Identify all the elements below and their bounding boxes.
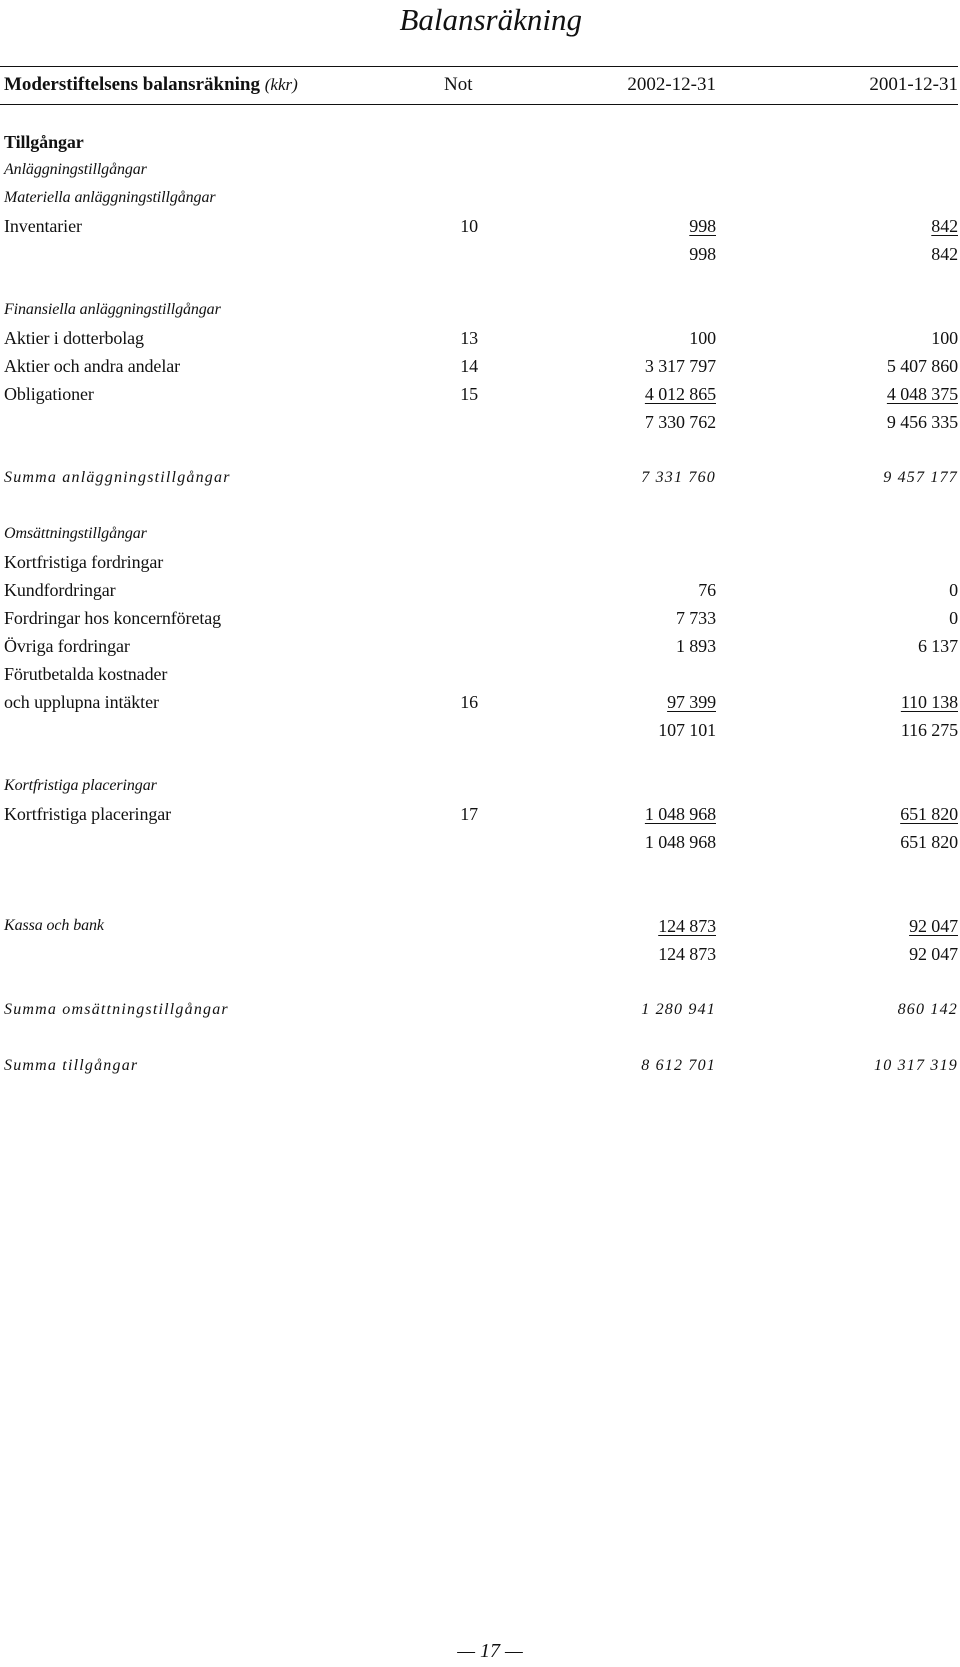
row-label: Summa tillgångar	[4, 1057, 139, 1074]
row-value-2001: 651 820	[900, 804, 958, 824]
spacer	[0, 856, 958, 884]
table-row	[0, 660, 958, 688]
page-title: Balansräkning	[399, 2, 582, 37]
table-row	[0, 352, 958, 380]
row-note: 17	[460, 804, 478, 824]
header-col-2001: 2001-12-31	[869, 74, 958, 95]
row-value-2002: 7 330 762	[644, 412, 716, 432]
row-value-2002: 100	[689, 328, 716, 348]
page-number: — 17 —	[457, 1640, 523, 1662]
table-row	[0, 184, 958, 212]
table-row	[0, 408, 958, 436]
row-label: Obligationer	[4, 384, 94, 404]
row-value-2002: 998	[689, 244, 716, 264]
row-value-2002: 124 873	[658, 916, 716, 936]
row-label: Finansiella anläggningstillgångar	[4, 301, 221, 318]
table-row	[0, 772, 958, 800]
spacer	[0, 268, 958, 296]
row-label: Summa anläggningstillgångar	[4, 469, 231, 486]
row-note: 13	[460, 328, 478, 348]
row-label: Kortfristiga fordringar	[4, 552, 164, 572]
row-value-2001: 0	[949, 608, 958, 628]
table-header	[0, 74, 958, 104]
table-row	[0, 240, 958, 268]
row-value-2001: 842	[931, 216, 958, 236]
spacer	[0, 884, 958, 912]
row-value-2002: 1 893	[675, 636, 716, 656]
spacer	[0, 492, 958, 520]
row-value-2002: 7 331 760	[641, 469, 716, 486]
header-label-text: Moderstiftelsens balansräkning	[4, 74, 260, 95]
table-row	[0, 716, 958, 744]
row-note: 14	[460, 356, 478, 376]
table-row	[0, 128, 958, 156]
table-row	[0, 912, 958, 940]
row-label: Kortfristiga placeringar	[4, 804, 172, 824]
row-value-2002: 4 012 865	[644, 384, 716, 404]
row-value-2001: 116 275	[900, 720, 958, 740]
row-label: Förutbetalda kostnader	[4, 664, 168, 684]
row-value-2001: 842	[931, 244, 958, 264]
row-value-2001: 9 456 335	[886, 412, 958, 432]
row-value-2002: 1 048 968	[644, 804, 716, 824]
row-value-2002: 7 733	[675, 608, 716, 628]
table-row	[0, 520, 958, 548]
row-value-2002: 3 317 797	[644, 356, 716, 376]
row-label: och upplupna intäkter	[4, 692, 159, 712]
row-value-2001: 0	[949, 580, 958, 600]
spacer	[0, 436, 958, 464]
table-row	[0, 688, 958, 716]
row-value-2001: 860 142	[897, 1001, 958, 1018]
row-value-2002: 97 399	[667, 692, 716, 712]
spacer	[0, 744, 958, 772]
row-value-2001: 4 048 375	[886, 384, 958, 404]
row-value-2001: 110 138	[900, 692, 958, 712]
row-value-2002: 76	[698, 580, 716, 600]
row-label: Summa omsättningstillgångar	[4, 1001, 229, 1018]
table-row	[0, 940, 958, 968]
row-value-2001: 9 457 177	[883, 469, 958, 486]
row-label: Materiella anläggningstillgångar	[4, 189, 216, 206]
table-row	[0, 996, 958, 1024]
row-note: 10	[460, 216, 478, 236]
row-label: Aktier i dotterbolag	[4, 328, 144, 348]
row-value-2002: 124 873	[658, 944, 716, 964]
table-row	[0, 464, 958, 492]
table-row	[0, 212, 958, 240]
table-row	[0, 548, 958, 576]
header-unit: (kkr)	[264, 75, 298, 94]
row-value-2002: 1 048 968	[644, 832, 716, 852]
row-label: Inventarier	[4, 216, 82, 236]
row-label: Anläggningstillgångar	[4, 161, 147, 178]
table-row	[0, 156, 958, 184]
row-note: 16	[460, 692, 478, 712]
row-label: Kortfristiga placeringar	[4, 777, 157, 794]
row-value-2002: 1 280 941	[641, 1001, 716, 1018]
row-label: Fordringar hos koncernföretag	[4, 608, 222, 628]
table-row	[0, 604, 958, 632]
table-row	[0, 296, 958, 324]
row-value-2001: 10 317 319	[874, 1057, 958, 1074]
row-label: Aktier och andra andelar	[4, 356, 181, 376]
table-row	[0, 632, 958, 660]
header-top-rule	[0, 66, 958, 67]
row-label: Övriga fordringar	[4, 636, 130, 656]
header-label	[4, 74, 298, 96]
table-row	[0, 380, 958, 408]
table-row	[0, 828, 958, 856]
table-row	[0, 324, 958, 352]
table-row	[0, 1052, 958, 1080]
row-value-2001: 92 047	[909, 916, 958, 936]
row-value-2002: 998	[689, 216, 716, 236]
row-label: Kassa och bank	[4, 917, 104, 934]
row-value-2001: 100	[931, 328, 958, 348]
spacer	[0, 1024, 958, 1052]
header-note: Not	[444, 74, 473, 95]
row-label: Omsättningstillgångar	[4, 525, 147, 542]
row-value-2001: 92 047	[909, 944, 958, 964]
row-note: 15	[460, 384, 478, 404]
row-label: Kundfordringar	[4, 580, 116, 600]
row-value-2001: 6 137	[917, 636, 958, 656]
balance-sheet-body	[0, 128, 958, 1080]
row-value-2001: 651 820	[900, 832, 958, 852]
table-row	[0, 576, 958, 604]
header-bottom-rule	[0, 104, 958, 105]
row-value-2002: 107 101	[658, 720, 716, 740]
row-value-2002: 8 612 701	[641, 1057, 716, 1074]
row-label: Tillgångar	[4, 132, 84, 152]
table-row	[0, 800, 958, 828]
row-value-2001: 5 407 860	[886, 356, 958, 376]
header-col-2002: 2002-12-31	[627, 74, 716, 95]
spacer	[0, 968, 958, 996]
